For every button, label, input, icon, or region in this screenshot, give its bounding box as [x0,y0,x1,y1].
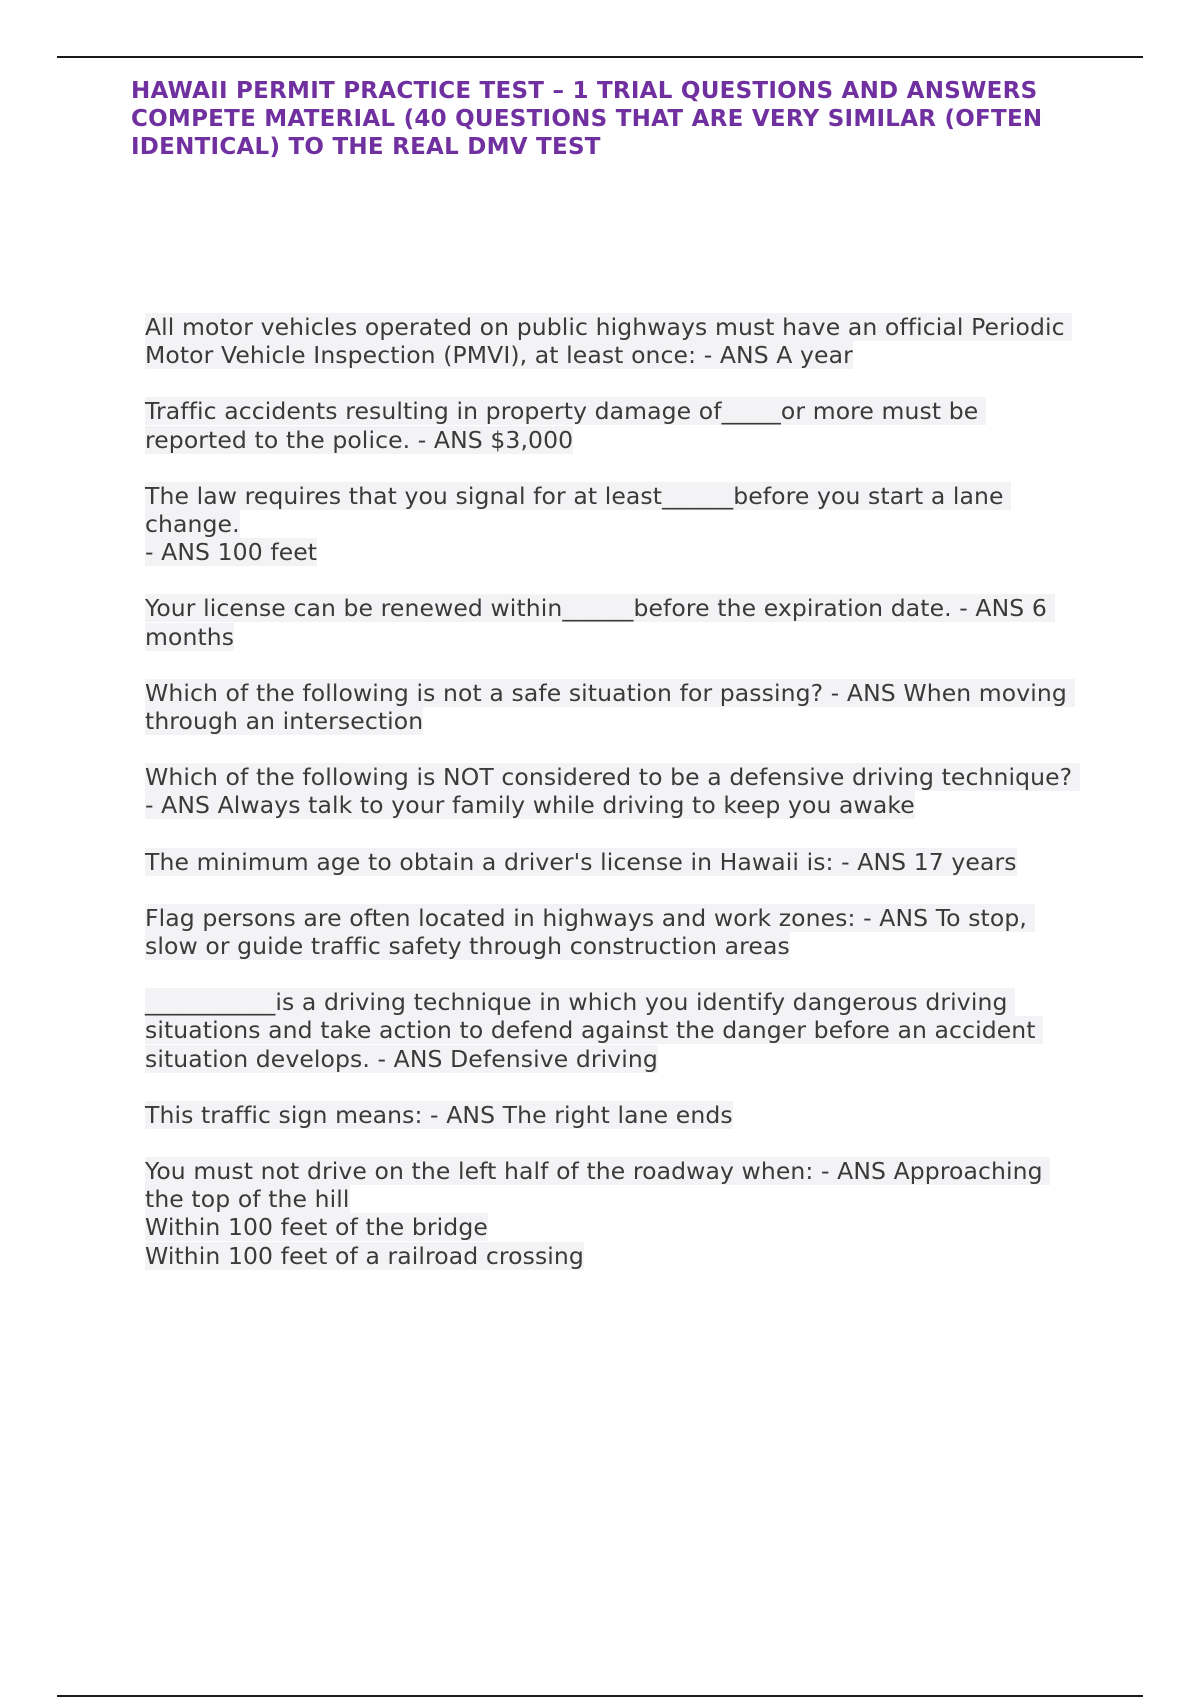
qa-item [145,904,1085,960]
qa-text: ___________is a driving technique in which you identify dangerous driving situations and take action to defend against the danger before an accident situation develops. - ANS Defensive driving [145,988,1044,1073]
bottom-rule [57,1695,1143,1697]
qa-item [145,482,1085,567]
qa-item [145,988,1085,1073]
qa-item [145,397,1085,453]
qa-item [145,1157,1085,1270]
qa-text: The minimum age to obtain a driver's license in Hawaii is: - ANS 17 years [145,847,1017,876]
top-rule [57,56,1143,58]
qa-text: Flag persons are often located in highways and work zones: - ANS To stop, slow or guide traffic safety through construction areas [145,903,1035,961]
qa-item [145,763,1085,819]
qa-list [145,313,1085,1298]
qa-text: All motor vehicles operated on public highways must have an official Periodic Motor Vehicle Inspection (PMVI), at least once: - ANS A year [145,313,1073,370]
qa-item [145,313,1085,369]
qa-text: Which of the following is not a safe situation for passing? - ANS When moving through an intersection [145,678,1075,736]
qa-item [145,848,1085,876]
qa-item [145,594,1085,650]
qa-text: This traffic sign means: - ANS The right lane ends [145,1100,733,1129]
qa-item [145,1101,1085,1129]
qa-text: Which of the following is NOT considered to be a defensive driving technique? - ANS Always talk to your family while driving to keep you awake [145,763,1080,820]
qa-text: Traffic accidents resulting in property damage of_____or more must be reported to the police. - ANS $3,000 [145,397,986,454]
document-title: HAWAII PERMIT PRACTICE TEST – 1 TRIAL QUESTIONS AND ANSWERS COMPETE MATERIAL (40 QUESTIONS THAT ARE VERY SIMILAR (OFTEN IDENTICAL) TO THE REAL DMV TEST [131,78,1043,160]
qa-text: The law requires that you signal for at least______before you start a lane change. - ANS 100 feet [145,482,1011,566]
qa-text: You must not drive on the left half of the roadway when: - ANS Approaching the top of the hill Within 100 feet of the bridge Within 100 feet of a railroad crossing [145,1157,1050,1270]
qa-text: Your license can be renewed within______before the expiration date. - ANS 6 months [145,594,1055,651]
qa-item [145,679,1085,735]
